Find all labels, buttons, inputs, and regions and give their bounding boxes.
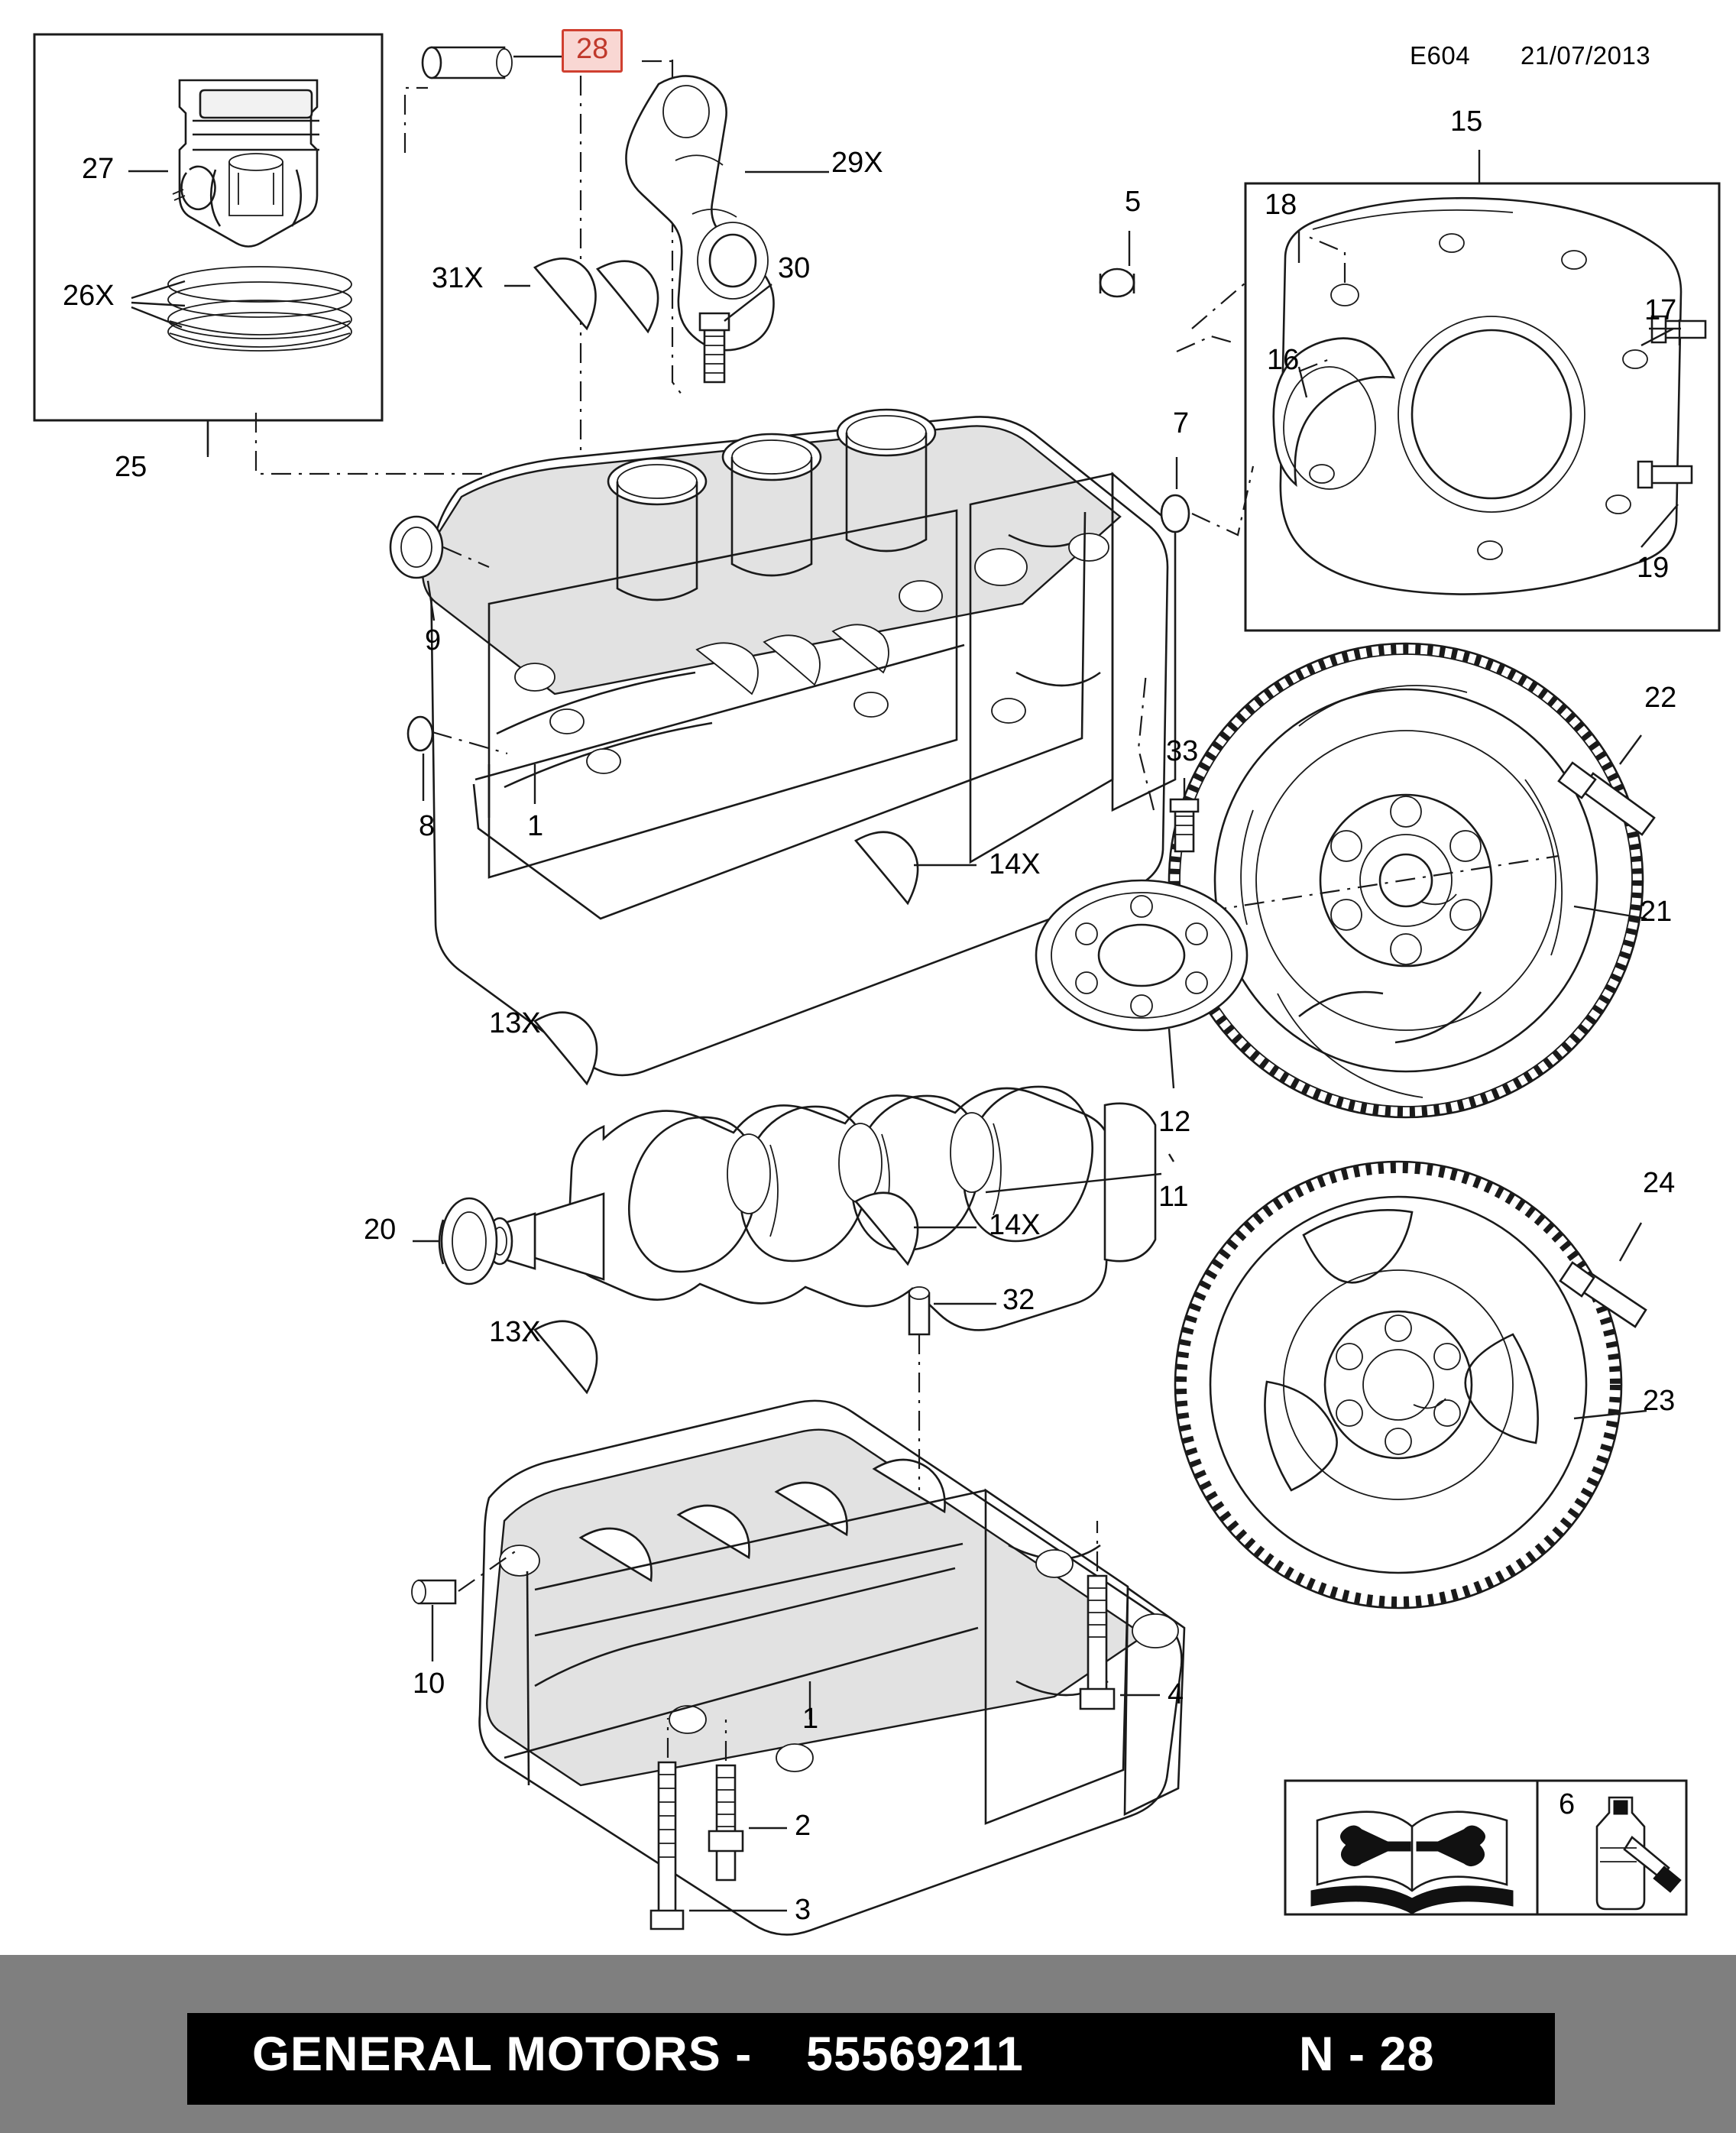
callout-14x-lower: 14X [989, 1209, 1041, 1241]
connecting-rod-29x [626, 76, 829, 382]
callout-18: 18 [1265, 189, 1297, 221]
callout-28-highlighted[interactable]: 28 [562, 29, 623, 73]
callout-24: 24 [1643, 1167, 1676, 1199]
piston-assembly-inset [34, 34, 382, 455]
callout-5: 5 [1125, 186, 1142, 218]
callout-4: 4 [1168, 1678, 1184, 1710]
callout-25: 25 [115, 451, 147, 483]
block-plug-7 [1161, 457, 1189, 532]
conrod-bearing-31x [504, 258, 658, 332]
crankshaft-11 [487, 1087, 1174, 1331]
callout-12: 12 [1158, 1106, 1191, 1138]
page-reference: N - 28 [1299, 2028, 1435, 2081]
callout-20: 20 [364, 1214, 397, 1246]
callout-31x: 31X [432, 262, 484, 294]
callout-26x: 26X [63, 280, 115, 312]
callout-13x-upper: 13X [489, 1007, 541, 1039]
callout-21: 21 [1640, 896, 1673, 928]
crank-seal-20 [413, 1198, 497, 1284]
callout-11: 11 [1158, 1181, 1189, 1213]
legend-boxes [1285, 1781, 1686, 1914]
callout-15: 15 [1450, 105, 1483, 138]
callout-23: 23 [1643, 1385, 1676, 1417]
callout-9: 9 [425, 624, 442, 656]
callout-8: 8 [419, 810, 436, 842]
callout-27: 27 [82, 153, 115, 185]
callout-6: 6 [1559, 1788, 1576, 1820]
callout-17: 17 [1644, 294, 1677, 326]
adapter-plate-12 [1036, 880, 1247, 1088]
document-code: E604 [1410, 41, 1471, 70]
callout-16: 16 [1267, 344, 1300, 376]
flexplate-23 [1175, 1162, 1621, 1608]
callout-3: 3 [795, 1894, 811, 1926]
part-number: 55569211 [806, 2028, 1024, 2081]
callout-7: 7 [1173, 407, 1190, 439]
callout-14x-upper: 14X [989, 848, 1041, 880]
callout-1-upper: 1 [527, 810, 544, 842]
callout-29x: 29X [831, 147, 883, 179]
callout-22: 22 [1644, 682, 1677, 714]
callout-2: 2 [795, 1810, 811, 1842]
callout-10: 10 [413, 1668, 445, 1700]
callout-30: 30 [778, 252, 811, 284]
manufacturer-label: GENERAL MOTORS - [252, 2028, 753, 2081]
callout-1-lower: 1 [802, 1703, 819, 1735]
document-date: 21/07/2013 [1521, 41, 1651, 70]
lower-crankcase-1 [480, 1401, 1184, 1935]
callout-32: 32 [1002, 1284, 1035, 1316]
callout-33: 33 [1166, 735, 1199, 767]
callout-13x-lower: 13X [489, 1316, 541, 1348]
callout-19: 19 [1637, 552, 1670, 584]
document-footer [0, 1955, 1736, 2133]
block-plug-5 [1100, 231, 1134, 297]
piston-pin-28 [423, 47, 672, 78]
